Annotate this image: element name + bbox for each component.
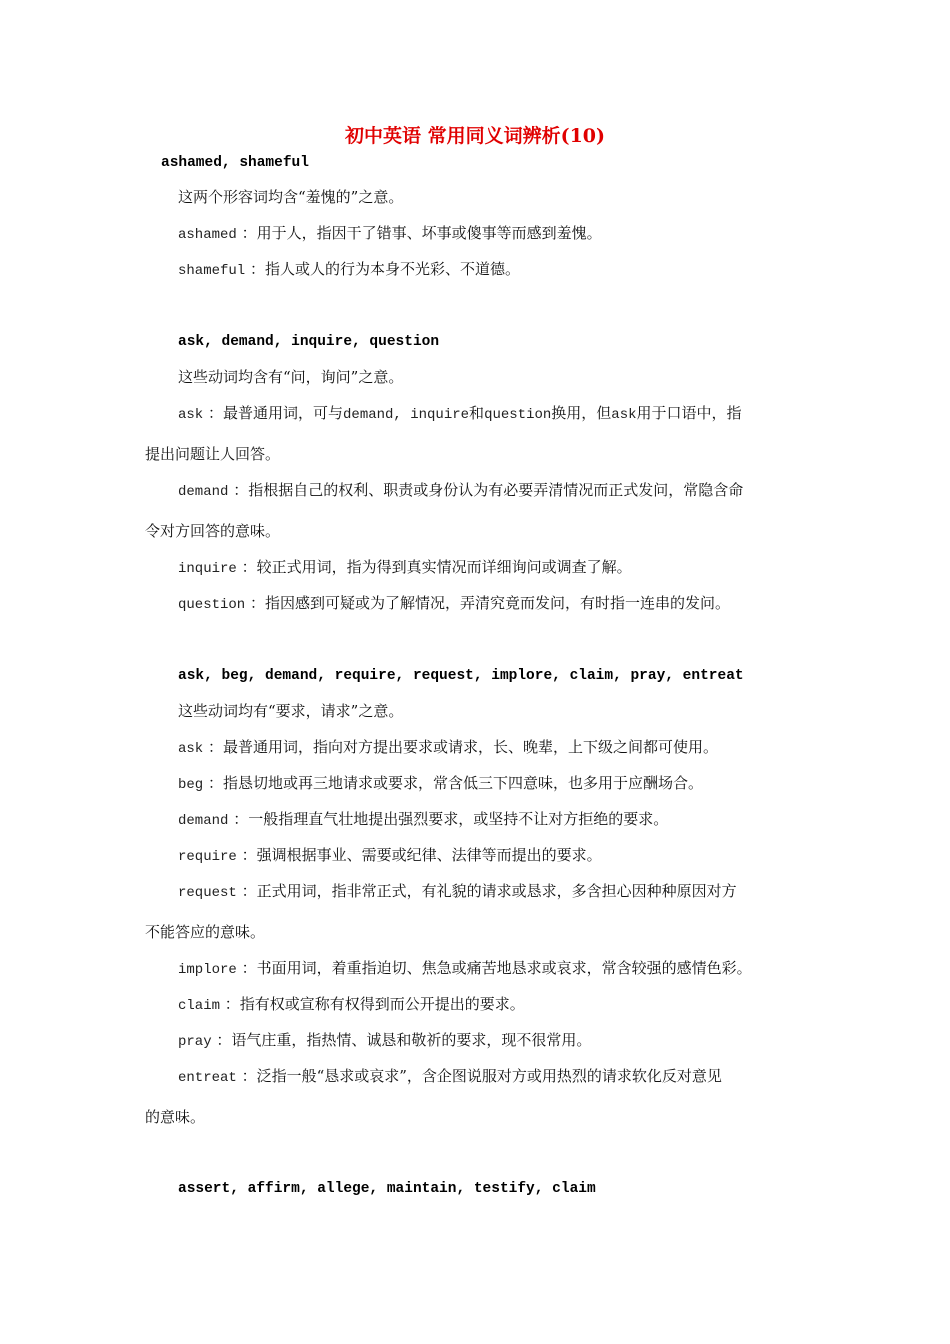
entry-text: ：强调根据事业、需要或纪律、法律等而提出的要求。 bbox=[241, 846, 602, 864]
entry-continuation: 提出问题让人回答。 bbox=[145, 445, 281, 463]
entry bbox=[178, 881, 737, 903]
entry-text: ：指有权或宣称有权得到而公开提出的要求。 bbox=[224, 995, 525, 1013]
entry-word: claim bbox=[178, 998, 221, 1014]
entry bbox=[178, 958, 752, 980]
entry-word: shameful bbox=[178, 263, 246, 279]
entry-word: demand bbox=[178, 484, 229, 500]
entry-word: question bbox=[178, 597, 246, 613]
entry bbox=[178, 480, 743, 502]
entry bbox=[178, 737, 718, 759]
entry-text: ：最普通用词，指向对方提出要求或请求，长、晚辈，上下级之间都可使用。 bbox=[208, 738, 719, 756]
entry-text: ：指因感到可疑或为了解情况，弄清究竟而发问，有时指一连串的发问。 bbox=[250, 594, 731, 612]
entry-text: ：较正式用词，指为得到真实情况而详细询问或调查了解。 bbox=[241, 558, 632, 576]
entry bbox=[178, 809, 668, 831]
entry-text-inline: 用于口语中，指 bbox=[636, 404, 742, 422]
entry-word: ashamed bbox=[178, 227, 237, 243]
section-heading: ask, beg, demand, require, request, implore, claim, pray, entreat bbox=[178, 668, 744, 684]
entry-text: ：正式用词，指非常正式，有礼貌的请求或恳求，多含担心因种种原因对方 bbox=[241, 882, 737, 900]
entry bbox=[178, 223, 602, 245]
section-intro: 这些动词均含有“问，询问”之意。 bbox=[178, 368, 404, 386]
entry-word: implore bbox=[178, 962, 237, 978]
section-heading: ashamed, shameful bbox=[161, 155, 309, 171]
entry-word: inquire bbox=[178, 561, 237, 577]
entry-text: ：指根据自己的权利、职责或身份认为有必要弄清情况而正式发问，常隐含命 bbox=[233, 481, 744, 499]
page-title: 初中英语 常用同义词辨析(10) bbox=[344, 125, 606, 147]
entry-word: entreat bbox=[178, 1070, 237, 1086]
entry-continuation: 令对方回答的意味。 bbox=[145, 522, 281, 540]
entry bbox=[178, 259, 520, 281]
entry bbox=[178, 773, 703, 795]
entry-word: require bbox=[178, 849, 237, 865]
entry-word: ask bbox=[178, 407, 204, 423]
entry-text-inline: 换用，但 bbox=[551, 404, 612, 422]
entry-text: ：指恳切地或再三地请求或要求，常含低三下四意味，也多用于应酬场合。 bbox=[208, 774, 704, 792]
entry bbox=[178, 845, 602, 867]
entry-continuation: 的意味。 bbox=[145, 1108, 206, 1126]
entry bbox=[178, 593, 730, 615]
entry bbox=[178, 1030, 591, 1052]
entry bbox=[178, 557, 632, 579]
entry-text: ：语气庄重，指热情、诚恳和敬祈的要求，现不很常用。 bbox=[216, 1031, 592, 1049]
entry-text: ：泛指一般“恳求或哀求”，含企图说服对方或用热烈的请求软化反对意见 bbox=[241, 1067, 722, 1085]
section-intro: 这两个形容词均含“羞愧的”之意。 bbox=[178, 188, 404, 206]
entry-word: pray bbox=[178, 1034, 212, 1050]
entry bbox=[178, 1066, 722, 1088]
entry-text-inline: 和 bbox=[469, 404, 485, 422]
entry-text: ：最普通用词，可与 bbox=[208, 404, 344, 422]
section-heading: assert, affirm, allege, maintain, testify, claim bbox=[178, 1181, 596, 1197]
entry-text: ：一般指理直气壮地提出强烈要求，或坚持不让对方拒绝的要求。 bbox=[233, 810, 669, 828]
entry bbox=[178, 994, 525, 1016]
section-heading: ask, demand, inquire, question bbox=[178, 334, 440, 350]
entry-word: demand bbox=[178, 813, 229, 829]
entry-continuation: 不能答应的意味。 bbox=[145, 923, 266, 941]
section-intro: 这些动词均有“要求，请求”之意。 bbox=[178, 702, 404, 720]
entry-word-inline: question bbox=[484, 407, 552, 423]
entry-word-inline: demand, inquire bbox=[343, 407, 470, 423]
entry-word: request bbox=[178, 885, 237, 901]
entry-text: ：指人或人的行为本身不光彩、不道德。 bbox=[250, 260, 521, 278]
entry bbox=[178, 403, 742, 425]
entry-text: ：用于人，指因干了错事、坏事或傻事等而感到羞愧。 bbox=[241, 224, 602, 242]
entry-word: ask bbox=[178, 741, 204, 757]
entry-word-inline: ask bbox=[611, 407, 637, 423]
entry-text: ：书面用词，着重指迫切、焦急或痛苦地恳求或哀求，常含较强的感情色彩。 bbox=[241, 959, 752, 977]
entry-word: beg bbox=[178, 777, 204, 793]
